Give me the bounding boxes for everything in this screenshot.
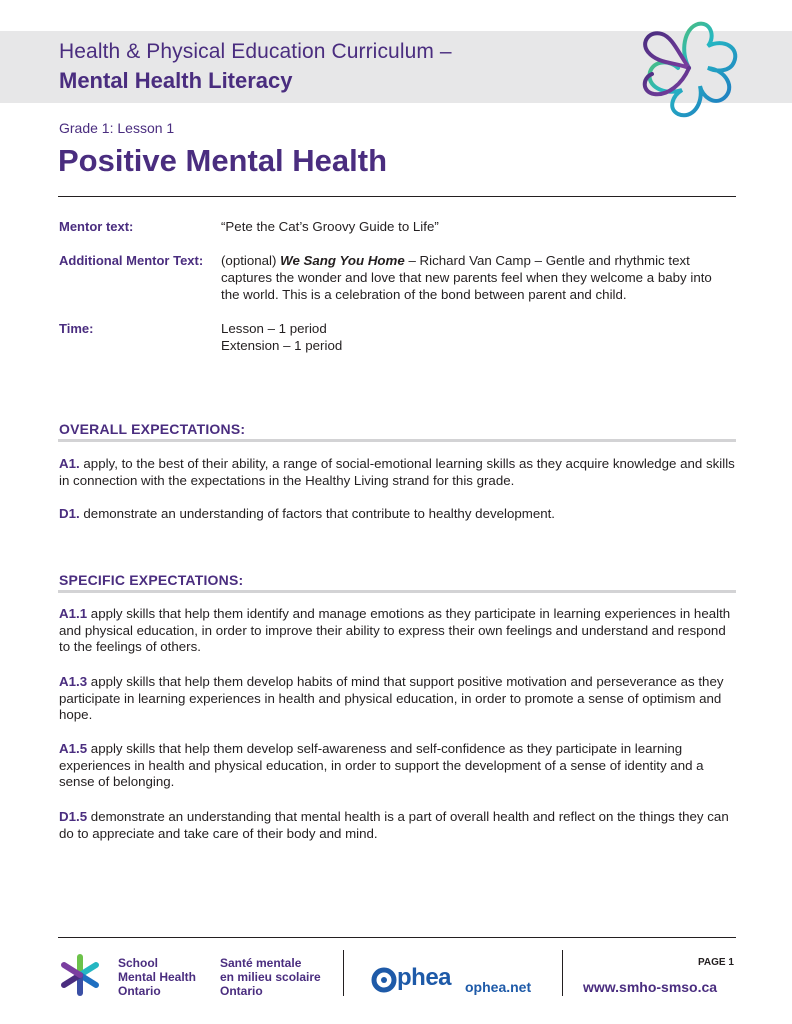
overall-expectations-heading: OVERALL EXPECTATIONS: <box>59 421 246 437</box>
expectation-text: apply skills that help them develop self-awareness and self-confidence as they participate in learning experiences in health and physical education, in order to support the development of a sense of identity and a sense of belonging. <box>59 741 704 789</box>
expectation-code: A1.5 <box>59 741 88 756</box>
ophea-logo-icon <box>371 967 397 993</box>
time-lesson: Lesson – 1 period <box>221 321 327 336</box>
optional-note: (optional) <box>221 253 277 268</box>
time-value <box>221 320 731 354</box>
smho-french-name <box>220 956 321 998</box>
expectation-item <box>59 674 739 724</box>
smho-en-line: Ontario <box>118 984 161 998</box>
footer-separator <box>343 950 344 996</box>
smho-en-line: Mental Health <box>118 970 197 984</box>
smho-flower-logo <box>628 12 750 130</box>
expectation-text: apply skills that help them identify and manage emotions as they participate in learning experiences in health and physical education, in order to improve their ability to express their own feelings and understand and respond to the feelings of others. <box>59 606 731 654</box>
page-title: Positive Mental Health <box>58 143 388 178</box>
expectation-code: D1.5 <box>59 809 88 824</box>
overall-heading-rule <box>58 439 736 442</box>
ophea-wordmark: phea <box>397 964 452 991</box>
expectation-text: apply skills that help them develop habits of mind that support positive motivation and perseverance as they participate in learning experiences in health and physical education, in order to promote a sense of optimism and hope. <box>59 674 724 722</box>
lesson-label: Grade 1: Lesson 1 <box>59 120 175 136</box>
additional-mentor-value <box>221 252 731 303</box>
smho-site-link[interactable]: www.smho-smso.ca <box>583 979 718 995</box>
expectation-item <box>59 741 739 791</box>
specific-expectations-heading: SPECIFIC EXPECTATIONS: <box>59 572 244 588</box>
expectation-item <box>59 456 739 489</box>
expectation-code: D1. <box>59 506 80 521</box>
title-divider <box>58 196 736 197</box>
expectation-text: apply, to the best of their ability, a range of social-emotional learning skills as they acquire knowledge and skills in connection with the expectations in the Healthy Living strand for this grade. <box>59 456 735 488</box>
curriculum-subtitle: Mental Health Literacy <box>59 68 293 93</box>
expectation-text: demonstrate an understanding of factors that contribute to healthy development. <box>83 506 556 521</box>
expectation-item <box>59 809 739 842</box>
expectation-item <box>59 606 739 656</box>
time-label: Time: <box>59 321 94 336</box>
mentor-text-label: Mentor text: <box>59 219 134 234</box>
expectation-item <box>59 506 739 523</box>
expectation-text: demonstrate an understanding that mental health is a part of overall health and reflect on the things they can do to appreciate and take care of their body and mind. <box>59 809 729 841</box>
smho-en-line: School <box>118 956 159 970</box>
expectation-code: A1.1 <box>59 606 88 621</box>
expectation-code: A1.3 <box>59 674 88 689</box>
footer-divider <box>58 937 736 938</box>
smho-footer-logo-icon <box>58 952 102 998</box>
smho-english-name <box>118 956 196 998</box>
specific-heading-rule <box>58 590 736 593</box>
page-number: PAGE 1 <box>698 957 734 968</box>
book-title: We Sang You Home <box>280 253 405 268</box>
smho-fr-line: en milieu scolaire <box>220 970 321 984</box>
footer-separator <box>562 950 563 996</box>
time-extension: Extension – 1 period <box>221 338 343 353</box>
mentor-text-value: “Pete the Cat’s Groovy Guide to Life” <box>221 219 439 234</box>
smho-fr-line: Santé mentale <box>220 956 302 970</box>
curriculum-title: Health & Physical Education Curriculum – <box>59 40 452 63</box>
smho-fr-line: Ontario <box>220 984 263 998</box>
book-description: – Richard Van Camp – Gentle and rhythmic text captures the wonder and love that new parents feel when they welcome a baby into the world. This is a celebration of the bond between parent and child. <box>221 253 712 302</box>
additional-mentor-label: Additional Mentor Text: <box>59 253 204 268</box>
ophea-link[interactable]: ophea.net <box>465 979 532 995</box>
expectation-code: A1. <box>59 456 80 471</box>
